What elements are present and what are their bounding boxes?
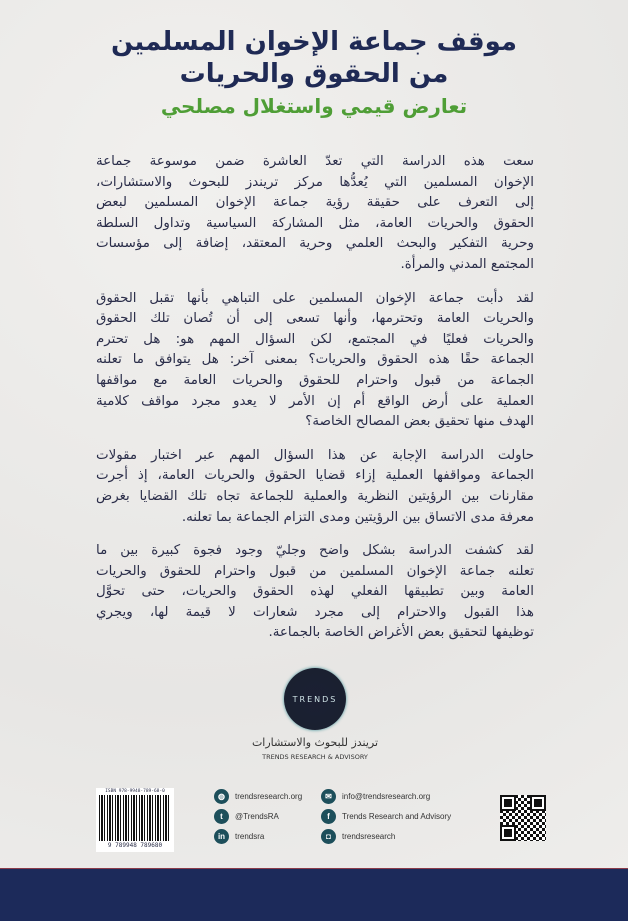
trends-logo xyxy=(284,668,346,730)
twitter-icon: t xyxy=(214,809,229,824)
isbn-barcode xyxy=(96,788,174,852)
contact-item[interactable] xyxy=(214,828,302,844)
paragraph-line: تعلنه جماعة الإخوان المسلمين من قبول واحترام للحقوق والحريات xyxy=(96,563,534,579)
paragraph-line: الجماعة ومواقفها العملية إزاء قضايا الحقوق والحريات العامة، إذ أجرت xyxy=(96,468,534,484)
paragraph-line: الجماعة من قبول واحترام للحقوق والحريات العامة مع مواقفها xyxy=(96,372,534,388)
contact-text: trendsresearch xyxy=(342,831,396,841)
mail-icon: ✉ xyxy=(321,789,336,804)
facebook-icon: f xyxy=(321,809,336,824)
logo-text: TRENDS xyxy=(292,694,338,704)
barcode-number: 9 789948 789680 xyxy=(107,842,163,849)
contact-text: trendsresearch.org xyxy=(235,791,303,801)
paragraph-line: والحريات العامة وتحترمها، وأنها تسعى إلى أن تُصان تلك الحقوق xyxy=(96,311,534,327)
paragraph-line: لقد كشفت الدراسة بشكل واضح وجليّ وجود فجوة كبيرة بين ما xyxy=(96,543,534,559)
bottom-band xyxy=(0,868,628,921)
paragraph-line: معرفة مدى الاتساق بين الرؤيتين ومدى التزام الجماعة بما تعلنه. xyxy=(181,509,534,525)
paragraph-line: الحقوق والحريات العامة، مثل المشاركة السياسية وتداول السلطة xyxy=(96,215,534,231)
paragraph-line: وحرية التفكير والبحث العلمي وحرية المعتقد، إضافة إلى مؤسسات xyxy=(96,236,534,252)
isbn-text: ISBN 978-9948-789-68-0 xyxy=(105,789,165,794)
paragraph-line: سعت هذه الدراسة التي تعدّ العاشرة ضمن موسوعة جماعة xyxy=(96,154,534,169)
blurb-text xyxy=(96,152,534,657)
paragraph-line: العملية على أرض الواقع أم إن الأمر لا يعدو مجرد مواقف كلامية xyxy=(96,393,534,409)
book-title-line-2: من الحقوق والحريات xyxy=(179,59,449,89)
instagram-icon: ◘ xyxy=(321,829,336,844)
paragraph-line: هذا القبول والاحترام إلى مجرد شعارات لا قيمة لها، ويجري xyxy=(96,604,534,620)
linkedin-icon: in xyxy=(214,829,229,844)
paragraph-line: الهدف منها تحقيق بعض المصالح الخاصة؟ xyxy=(305,414,534,430)
contact-item[interactable] xyxy=(214,808,302,824)
contact-text: @TrendsRA xyxy=(235,811,279,821)
book-subtitle: تعارض قيمي واستغلال مصلحي xyxy=(160,94,468,118)
qr-code[interactable] xyxy=(500,795,546,841)
paragraph-line: توظيفها لتحقيق بعض الأغراض الخاصة بالجماعة. xyxy=(268,625,534,641)
contact-item[interactable] xyxy=(214,788,302,804)
paragraph xyxy=(96,289,534,433)
contact-text: Trends Research and Advisory xyxy=(342,811,452,821)
contact-text: info@trendsresearch.org xyxy=(342,791,431,801)
book-title-line-1: موقف جماعة الإخوان المسلمين xyxy=(110,27,518,57)
title-block xyxy=(0,26,628,120)
paragraph-line: الإخوان المسلمين التي يُعدُّها مركز تريندز للبحوث والاستشارات، xyxy=(96,174,534,190)
paragraph-line: والحريات فعليًا في المجتمع، لكن السؤال المهم هو: هل تحترم xyxy=(96,331,534,347)
globe-icon: ◍ xyxy=(214,789,229,804)
contacts-right xyxy=(321,788,451,848)
paragraph xyxy=(96,541,534,644)
contacts-left xyxy=(214,788,302,848)
contact-item[interactable] xyxy=(321,828,451,844)
paragraph-line: العامة وبين تطبيقها الفعلي لهذه الحقوق والحريات، حتى تحوَّل xyxy=(96,584,534,600)
paragraph xyxy=(96,446,534,528)
publisher-name-en: TRENDS RESEARCH & ADVISORY xyxy=(262,753,368,761)
paragraph-line: مقارنات بين الرؤيتين النظرية والعملية للجماعة تجاه تلك القضايا بغرض xyxy=(96,488,534,504)
paragraph-line: الجماعة حقًا هذه الحقوق والحريات؟ بمعنى آخر: هل يتوافق ما تعلنه xyxy=(96,352,534,368)
contact-item[interactable] xyxy=(321,808,451,824)
paragraph xyxy=(96,152,534,276)
paragraph-line: حاولت الدراسة الإجابة عن هذا السؤال المهم عبر اختبار مقولات xyxy=(96,447,534,463)
barcode-bars xyxy=(99,795,171,841)
paragraph-line: المجتمع المدني والمرأة. xyxy=(400,256,534,272)
paragraph-line: إلى التعرف على حقيقة رؤية جماعة الإخوان المسلمين لبعض xyxy=(96,195,534,211)
paragraph-line: لقد دأبت جماعة الإخوان المسلمين على التباهي بأنها تقبل الحقوق xyxy=(96,290,534,306)
contact-text: trendsra xyxy=(235,831,265,841)
contact-item[interactable] xyxy=(321,788,451,804)
publisher-name-ar: تريندز للبحوث والاستشارات xyxy=(251,736,379,749)
